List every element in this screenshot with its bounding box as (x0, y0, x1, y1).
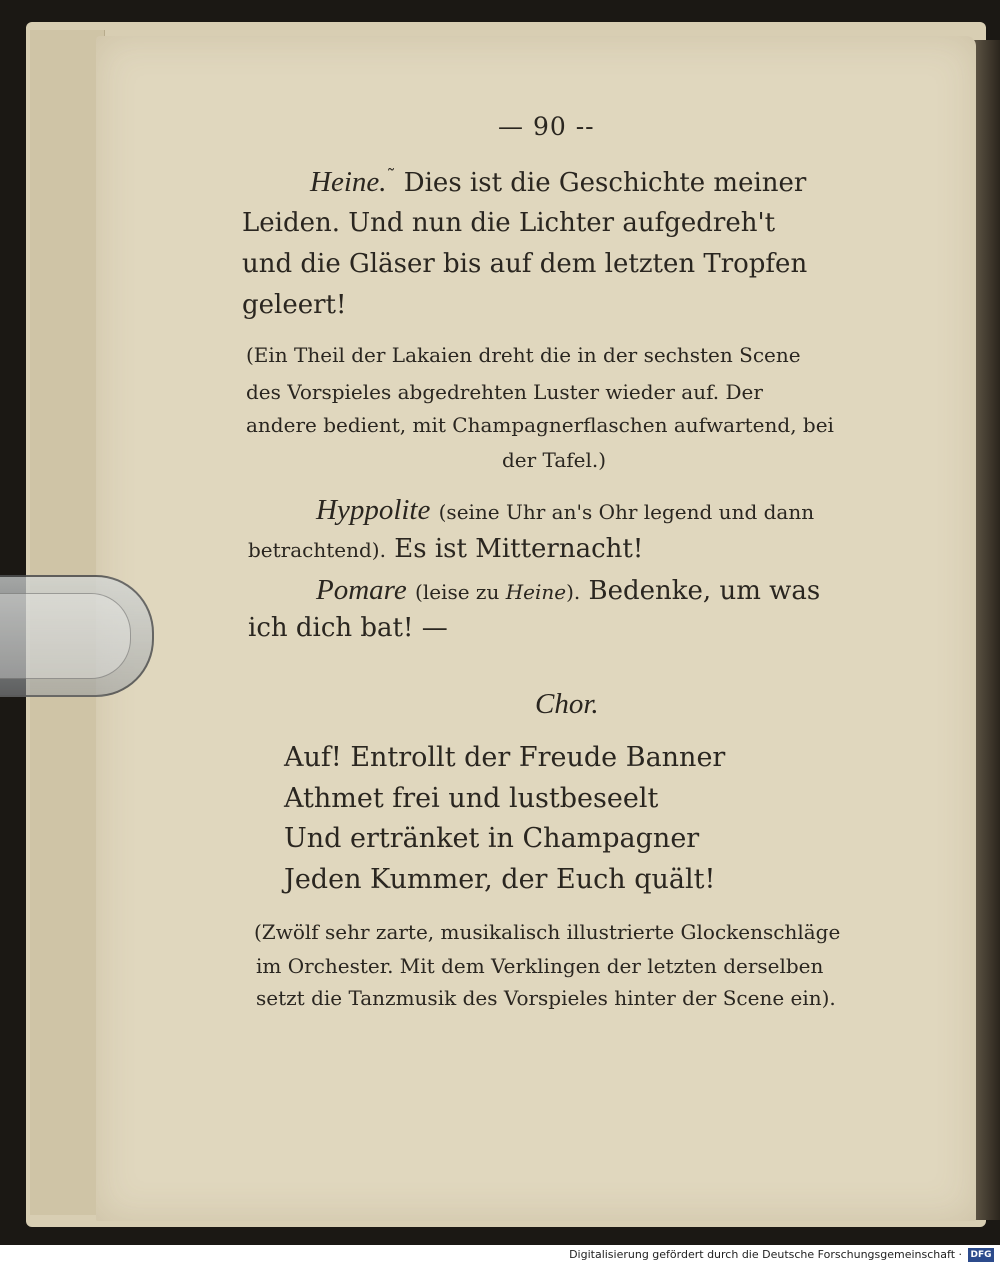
heine-text-1: Dies ist die Geschichte meiner (403, 168, 807, 198)
pomare-direction-close: ). (566, 580, 581, 604)
stage-direction-1-line-1: (Ein Theil der Lakaien dreht die in der sechsten Scene (246, 343, 801, 367)
heine-line-2: Leiden. Und nun die Lichter aufgedreh't (242, 208, 776, 238)
hyppolite-line-2 (248, 534, 888, 564)
heine-line-4: geleert! (242, 290, 347, 320)
stage-direction-1-line-3: andere bedient, mit Champagnerflaschen aufwartend, bei (246, 413, 834, 437)
pomare-line-1 (316, 574, 956, 607)
heine-line-3: und die Gläser bis auf dem letzten Tropfen (242, 249, 808, 279)
speaker-mark: ˜ (386, 166, 396, 187)
heine-line-1 (310, 166, 950, 199)
stage-direction-1-line-4: der Tafel.) (502, 448, 607, 472)
stage-direction-2-line-1: (Zwölf sehr zarte, musikalisch illustrierte Glockenschläge (254, 920, 841, 944)
chor-verse-4: Jeden Kummer, der Euch quält! (284, 864, 716, 895)
stage-direction-2-line-2: im Orchester. Mit dem Verklingen der letzten derselben (256, 954, 824, 978)
page-clip-highlight (0, 593, 131, 679)
speaker-hyppolite: Hyppolite (316, 494, 431, 526)
pomare-speech-1: Bedenke, um was (588, 576, 821, 606)
speaker-heine: Heine. (310, 166, 387, 198)
hyppolite-direction-1: (seine Uhr an's Ohr legend und dann (438, 500, 815, 524)
pomare-line-2: ich dich bat! — (248, 613, 448, 643)
dfg-logo: DFG (968, 1248, 994, 1262)
pomare-direction-open: (leise zu (415, 580, 506, 604)
stage-direction-1-line-2: des Vorspieles abgedrehten Luster wieder auf. Der (246, 380, 763, 404)
chor-title: Chor. (535, 688, 599, 720)
hyppolite-line-1 (316, 494, 956, 527)
speaker-pomare: Pomare (316, 574, 407, 606)
pomare-direction-name: Heine (505, 580, 567, 604)
chor-verse-3: Und ertränket in Champagner (284, 823, 700, 854)
funding-credit: Digitalisierung gefördert durch die Deutsche Forschungsgemeinschaft · (569, 1248, 962, 1261)
page-number: — 90 -- (498, 112, 595, 141)
footer-bar (0, 1245, 1000, 1265)
chor-verse-2: Athmet frei und lustbeseelt (284, 783, 659, 814)
chor-verse-1: Auf! Entrollt der Freude Banner (284, 742, 726, 773)
stage-direction-2-line-3: setzt die Tanzmusik des Vorspieles hinter der Scene ein). (256, 986, 836, 1010)
page-clip (0, 575, 154, 697)
hyppolite-direction-2: betrachtend). (248, 538, 386, 562)
hyppolite-speech: Es ist Mitternacht! (394, 534, 644, 564)
